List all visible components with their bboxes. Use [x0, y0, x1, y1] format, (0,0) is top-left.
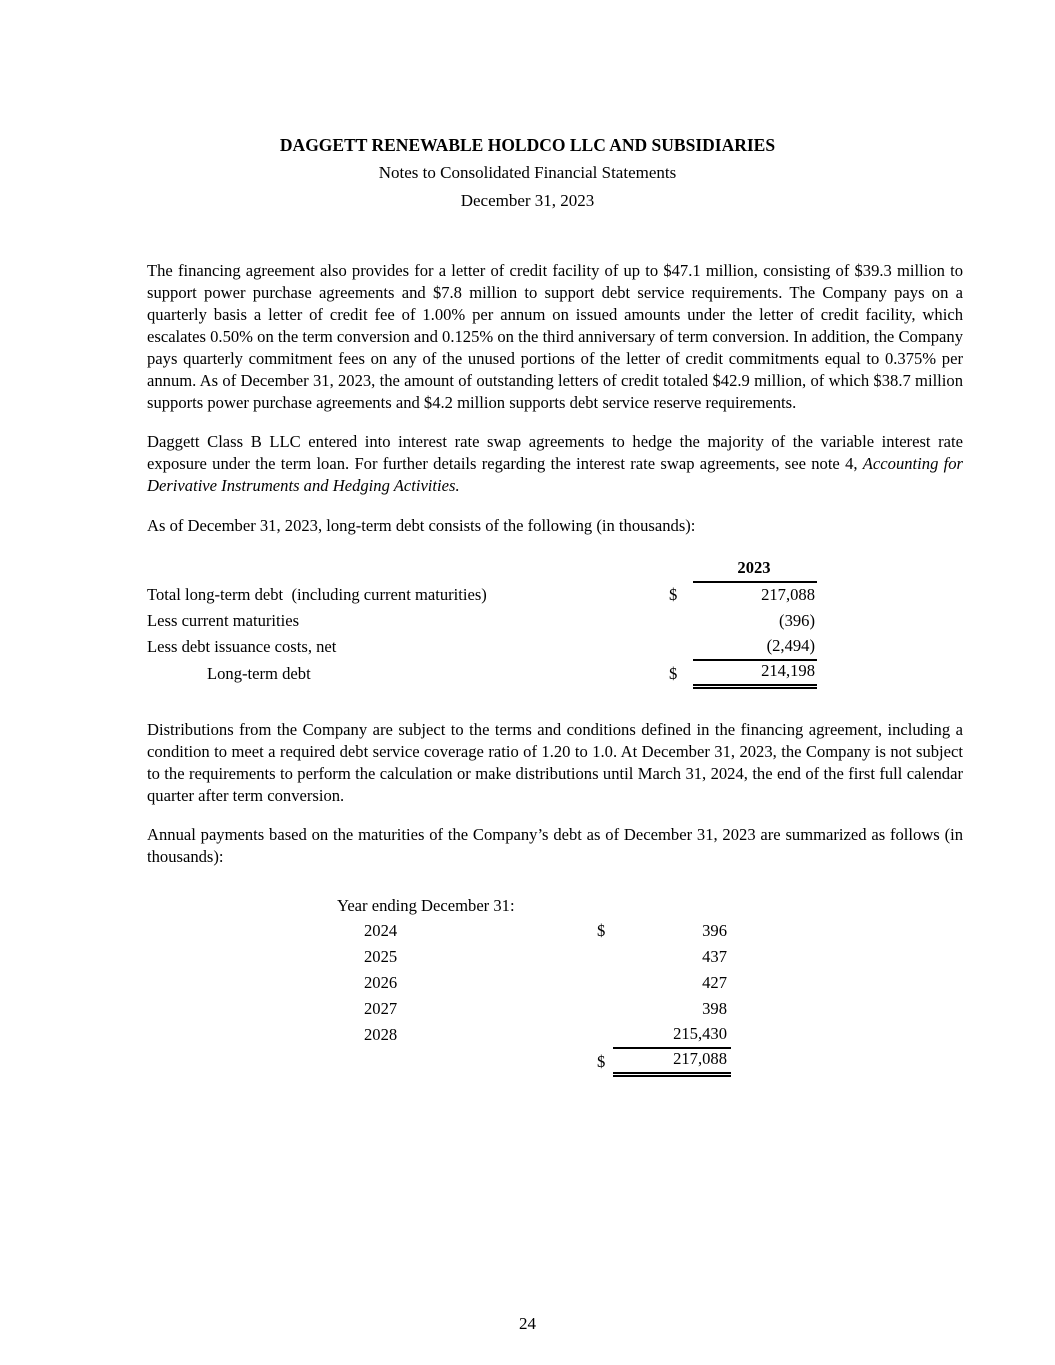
row-amount: (396) — [779, 611, 815, 630]
maturity-year: 2025 — [364, 947, 398, 966]
currency-symbol: $ — [669, 585, 678, 604]
maturities-caption: Year ending December 31: — [337, 896, 515, 915]
document-body — [147, 260, 963, 1077]
year-column-header: 2023 — [693, 556, 817, 582]
maturity-amount: 427 — [702, 973, 727, 992]
maturity-amount: 396 — [702, 921, 727, 940]
table-row — [364, 1022, 731, 1048]
maturity-amount: 398 — [702, 999, 727, 1018]
document-title: DAGGETT RENEWABLE HOLDCO LLC AND SUBSIDIARIES — [279, 135, 776, 155]
maturity-year: 2028 — [364, 1025, 398, 1044]
maturity-year: 2027 — [364, 999, 398, 1018]
table-row — [364, 996, 731, 1022]
currency-symbol — [669, 634, 693, 660]
maturity-year — [364, 1048, 597, 1075]
long-term-debt-intro: As of December 31, 2023, long-term debt consists of the following (in thousands): — [147, 516, 696, 535]
document-date: December 31, 2023 — [460, 191, 595, 210]
row-label: Less debt issuance costs, net — [147, 637, 337, 656]
table-total-row — [147, 660, 817, 687]
page-number: 24 — [519, 1314, 536, 1333]
row-label: Total long-term debt (including current maturities) — [147, 585, 487, 604]
page-footer — [0, 1314, 1055, 1334]
maturity-amount: 215,430 — [613, 1022, 731, 1048]
maturity-year: 2026 — [364, 973, 398, 992]
swap-text: Daggett Class B LLC entered into interest rate swap agreements to hedge the majority of the variable interest rate exposure under the term loan. For further details regarding the interest rate swap agreements, see note 4, — [147, 432, 963, 473]
table-row — [147, 608, 817, 634]
maturity-amount: 437 — [702, 947, 727, 966]
table-row — [364, 970, 731, 996]
table-total-row — [364, 1048, 731, 1075]
document-subtitle: Notes to Consolidated Financial Statements — [378, 163, 677, 182]
currency-symbol — [597, 970, 613, 996]
row-amount: (2,494) — [693, 634, 817, 660]
table-header-row — [147, 556, 817, 582]
row-amount: 214,198 — [693, 660, 817, 687]
currency-symbol: $ — [597, 921, 606, 940]
document-header — [0, 0, 1055, 215]
swap-reference-italic: Accounting for Derivative Instruments and Hedging Activities. — [147, 454, 964, 495]
table-row — [147, 582, 817, 608]
paragraph-distributions: Distributions from the Company are subject to the terms and conditions defined in the financing agreement, including a condition to meet a required debt service coverage ratio of 1.20 to 1.0. At December 31, 2023, the Company is not subject to the requirements to perform the calculation or make distributions until March 31, 2024, the end of the first full calendar quarter after term conversion. — [147, 720, 963, 805]
currency-symbol — [597, 1022, 613, 1048]
annual-payments-intro: Annual payments based on the maturities of the Company’s debt as of December 31, 2023 are summarized as follows (in thousands): — [147, 825, 963, 866]
currency-symbol — [597, 944, 613, 970]
table-row — [364, 918, 731, 944]
row-label: Less current maturities — [147, 611, 300, 630]
debt-maturities-table — [364, 918, 731, 1077]
currency-symbol: $ — [669, 663, 678, 683]
maturity-amount: 217,088 — [613, 1048, 731, 1075]
row-amount: 217,088 — [761, 585, 815, 604]
currency-symbol: $ — [597, 1051, 606, 1071]
currency-symbol — [597, 996, 613, 1022]
paragraph-letter-of-credit: The financing agreement also provides for a letter of credit facility of up to $47.1 million, consisting of $39.3 million to support power purchase agreements and $7.8 million to support debt service requirements. The Company pays on a quarterly basis a letter of credit fee of 1.00% per annum on issued amounts under the letter of credit facility, which escalates 0.50% on the term conversion and 0.125% on the third anniversary of term conversion. In addition, the Company pays quarterly commitment fees on any of the unused portions of the letter of credit commitments equal to 0.375% per annum. As of December 31, 2023, the amount of outstanding letters of credit totaled $42.9 million, of which $38.7 million supports power purchase agreements and $4.2 million supports debt service reserve requirements. — [147, 261, 963, 412]
table-row — [364, 944, 731, 970]
long-term-debt-table — [147, 556, 817, 689]
table-row — [147, 634, 817, 660]
currency-symbol — [669, 608, 693, 634]
row-label: Long-term debt — [207, 663, 311, 683]
maturity-year: 2024 — [364, 921, 398, 940]
paragraph-interest-rate-swap — [147, 431, 963, 497]
